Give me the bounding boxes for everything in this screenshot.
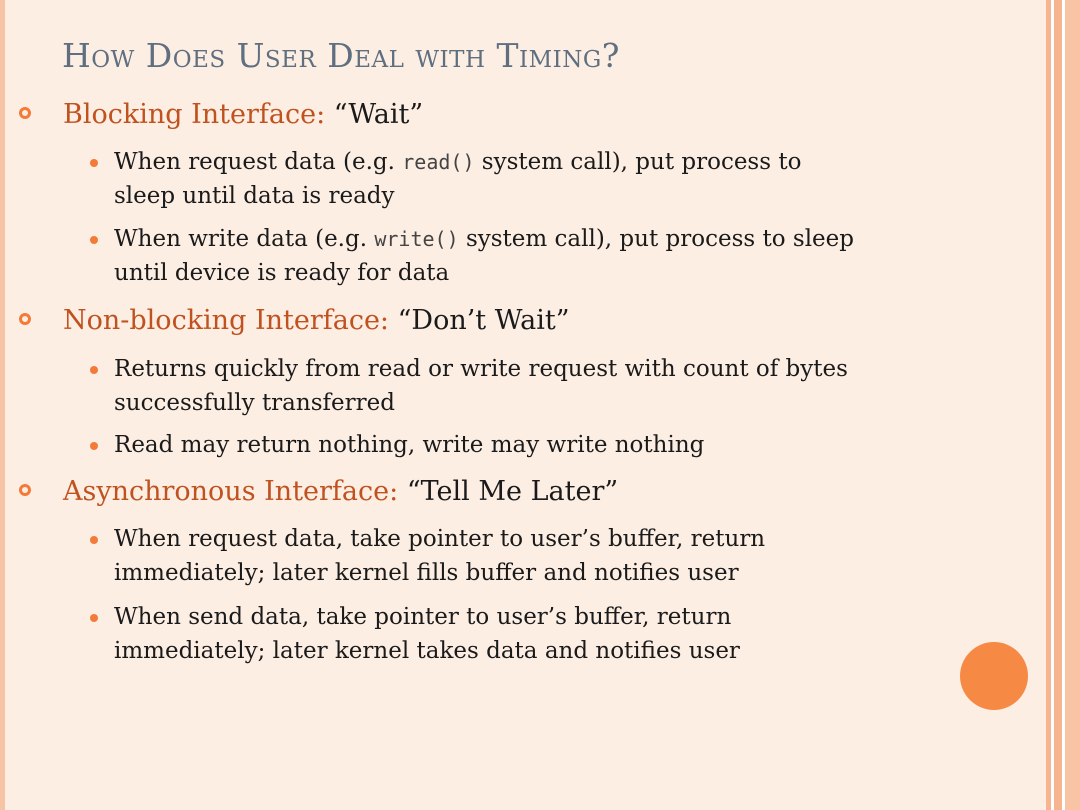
subbullet bbox=[114, 600, 1046, 668]
dot-bullet-icon bbox=[90, 236, 98, 244]
decorative-circle bbox=[960, 642, 1028, 710]
bullet-heading: Asynchronous Interface: bbox=[63, 476, 399, 507]
subbullet bbox=[114, 145, 1046, 213]
subbullet-text: When send data, take pointer to user’s buffer, return immediately; later kernel takes data and notifies user bbox=[114, 604, 740, 664]
subbullet-text: When request data, take pointer to user’s buffer, return immediately; later kernel fills buffer and notifies user bbox=[114, 526, 766, 586]
ring-bullet-icon bbox=[19, 484, 31, 496]
subbullet-text: system call), put process to sleep until device is ready for data bbox=[114, 226, 854, 286]
subbullet-text: Read may return nothing, write may write nothing bbox=[114, 432, 705, 458]
bullet-heading: Non-blocking Interface: bbox=[63, 305, 390, 336]
dot-bullet-icon bbox=[90, 614, 98, 622]
code-snippet: write() bbox=[374, 227, 459, 251]
bullet-quote: “Don’t Wait” bbox=[397, 305, 570, 336]
slide-title: How Does User Deal with Timing? bbox=[62, 36, 620, 75]
subbullet bbox=[114, 522, 1046, 590]
subbullet bbox=[114, 428, 1046, 462]
subbullet bbox=[114, 222, 1046, 290]
left-border bbox=[0, 0, 5, 810]
bullet-quote: “Tell Me Later” bbox=[406, 476, 619, 507]
dot-bullet-icon bbox=[90, 159, 98, 167]
bullet-quote: “Wait” bbox=[333, 99, 424, 130]
subbullet-text: When request data (e.g. bbox=[114, 149, 403, 175]
right-stripe bbox=[1054, 0, 1062, 810]
subbullet bbox=[114, 352, 1046, 420]
dot-bullet-icon bbox=[90, 536, 98, 544]
subbullet-text: system call), put process to sleep until data is ready bbox=[114, 149, 802, 209]
dot-bullet-icon bbox=[90, 366, 98, 374]
subbullet-text: When write data (e.g. bbox=[114, 226, 375, 252]
dot-bullet-icon bbox=[90, 442, 98, 450]
ring-bullet-icon bbox=[19, 313, 31, 325]
code-snippet: read() bbox=[402, 150, 475, 174]
subbullet-text: Returns quickly from read or write request with count of bytes successfully transferred bbox=[114, 356, 848, 416]
bullet-heading: Blocking Interface: bbox=[63, 99, 326, 130]
ring-bullet-icon bbox=[19, 107, 31, 119]
right-stripe bbox=[1065, 0, 1080, 810]
